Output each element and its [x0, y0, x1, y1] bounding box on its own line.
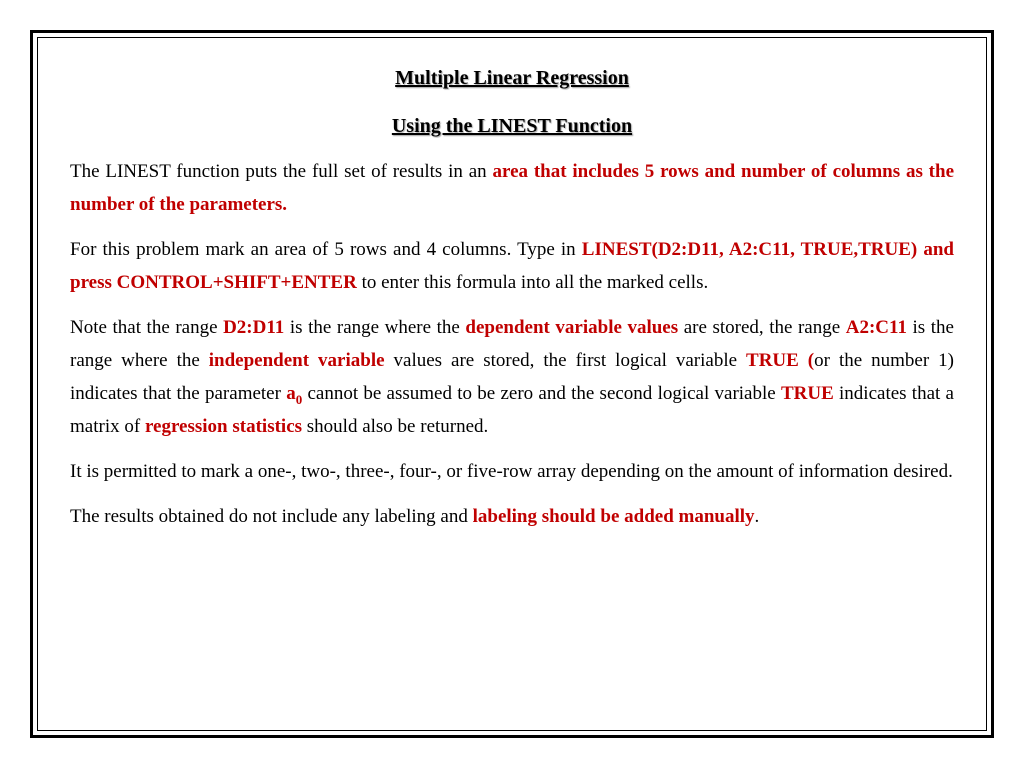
paragraph-labeling: [70, 500, 954, 533]
text-span: For this problem mark an area of 5 rows and 4 columns. Type in: [70, 239, 582, 260]
highlight-span: regression statistics: [144, 416, 303, 437]
slide-content: [70, 62, 954, 533]
text-span: is the range where the: [70, 317, 954, 371]
text-span: The results obtained do not include any labeling and: [70, 506, 473, 527]
highlight-span: A2:C11: [845, 317, 907, 338]
text-span: to enter this formula into all the marked cells.: [356, 272, 709, 293]
highlight-span: dependent variable values: [465, 317, 679, 338]
text-span: should also be returned.: [302, 416, 489, 437]
highlight-span: labeling should be added manually: [472, 506, 755, 527]
highlight-span: area that includes 5 rows and number of columns as the number of the parameters.: [70, 161, 954, 215]
highlight-span: TRUE (: [746, 350, 815, 371]
text-span: .: [754, 506, 760, 527]
highlight-span: D2:D11: [223, 317, 285, 338]
text-span: Note that the range: [70, 317, 224, 338]
text-span: cannot be assumed to be zero and the second logical variable: [302, 383, 781, 404]
parameter-subscript: 0: [295, 391, 303, 407]
parameter-symbol: a: [286, 383, 296, 404]
slide-title: Multiple Linear Regression: [395, 67, 629, 89]
paragraph-range-notes: [70, 311, 954, 443]
text-span: indicates that a matrix of: [70, 383, 954, 437]
paragraph-row-options: [70, 455, 954, 488]
slide-subtitle: Using the LINEST Function: [391, 115, 633, 137]
highlight-span: TRUE: [780, 383, 834, 404]
paragraph-linest-results: [70, 155, 954, 221]
text-span: are stored, the range: [678, 317, 846, 338]
highlight-span: independent variable: [208, 350, 385, 371]
paragraph-instructions: [70, 233, 954, 299]
text-span: is the range where the: [284, 317, 466, 338]
highlight-parameter: [286, 383, 303, 407]
text-span: The LINEST function puts the full set of results in an: [70, 161, 493, 182]
highlight-formula: LINEST(D2:D11, A2:C11, TRUE,TRUE) and press CONTROL+SHIFT+ENTER: [70, 239, 954, 293]
text-span: values are stored, the first logical variable: [384, 350, 747, 371]
text-span: or the number 1) indicates that the parameter: [70, 350, 954, 404]
text-span: It is permitted to mark a one-, two-, three-, four-, or five-row array depending on the amount of information desired.: [70, 461, 953, 482]
